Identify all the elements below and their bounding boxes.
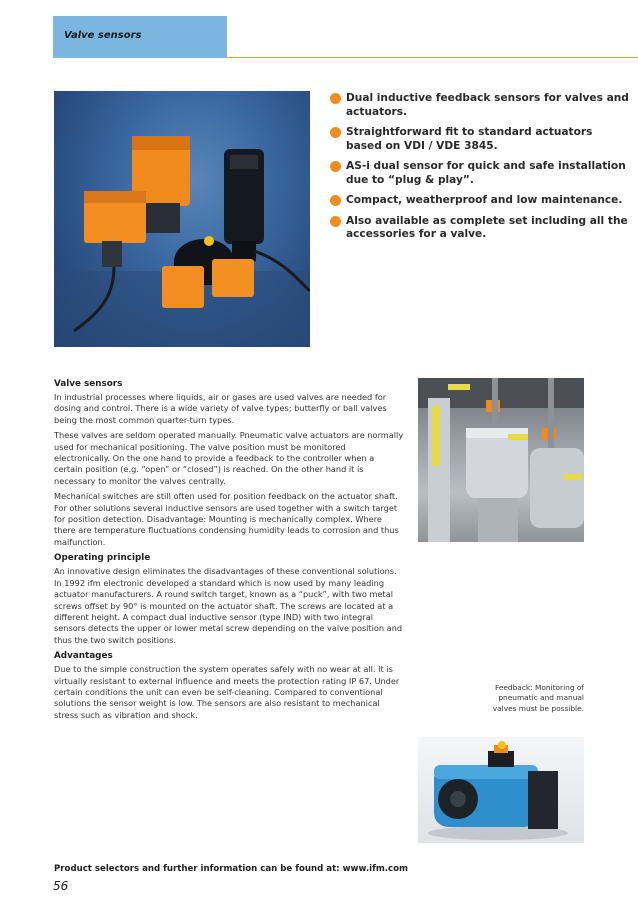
bullet-dot-icon (330, 161, 341, 172)
feature-text: Dual inductive feedback sensors for valves and actuators. (346, 92, 629, 118)
bullet-dot-icon (330, 127, 341, 138)
bullet-dot-icon (330, 195, 341, 206)
heading-operating-principle: Operating principle (54, 553, 151, 564)
heading-advantages: Advantages (54, 651, 113, 662)
page-number: 56 (53, 879, 69, 893)
bullet-dot-icon (330, 93, 341, 104)
feature-text: AS-i dual sensor for quick and safe installation due to “plug & play”. (346, 160, 626, 186)
section-title: Valve sensors (64, 30, 142, 41)
heading-valve-sensors: Valve sensors (54, 379, 123, 389)
paragraph: These valves are seldom operated manually. Pneumatic valve actuators are normally used for mechanical positioning. The valve position must be monitored electronically. On the one hand to provide a feedback to the controller when a certain position (e.g. “open” or “closed”) is reached. On the other hand it is necessary to monitor the valves centrally. (54, 430, 404, 486)
section-header-tab (53, 16, 227, 58)
feature-item (330, 215, 630, 242)
photo-pneumatic-actuator (418, 737, 584, 843)
paragraph: An innovative design eliminates the disadvantages of these conventional solutions. In 1992 ifm electronic developed a standard which is now used by many leading actuator manufacturers. A round switch target, known as a “puck”, with two metal screws offset by 90° is mounted on the actuator shaft. The screws are located at a different height. A compact dual inductive sensor (type IND) with two integral sensors detects the upper or lower metal screw depending on the valve position and thus the two switch positions. (54, 566, 403, 645)
photo-industrial-valves (418, 378, 584, 542)
bullet-dot-icon (330, 216, 341, 227)
feature-item (330, 194, 630, 208)
valves-illustration (418, 378, 584, 542)
feature-text: Straightforward fit to standard actuators based on VDI / VDE 3845. (346, 126, 593, 152)
actuator-illustration (418, 737, 584, 843)
feature-item (330, 126, 630, 153)
feature-text: Compact, weatherproof and low maintenance. (346, 194, 623, 206)
sensor-group-illustration (54, 91, 310, 347)
header-divider (227, 57, 638, 58)
feature-text: Also available as complete set including all the accessories for a valve. (346, 214, 628, 240)
product-photo-sensors (54, 91, 310, 347)
body-text-column (54, 378, 404, 725)
feature-item (330, 92, 630, 119)
paragraph: Mechanical switches are still often used for position feedback on the actuator shaft. For other solutions several inductive sensors are used together with a switch target for position detection. Disadvantage: Mounting is mechanically complex. Where there are temperature fluctuations condensing humidity leads to corrosion and thus malfunction. (54, 491, 399, 547)
feature-list (330, 92, 630, 249)
feature-item (330, 160, 630, 187)
paragraph: Due to the simple construction the system operates safely with no wear at all. It is virtually resistant to external influence and meets the protection rating IP 67. Under certain conditions the unit can even be self-cleaning. Compared to conventional solutions the sensor weight is low. The sensors are also resistant to mechanical stress such as vibration and shock. (54, 664, 400, 720)
photo-caption: Feedback: Monitoring of pneumatic and manual valves must be possible. (492, 683, 584, 713)
footer-info-note: Product selectors and further information can be found at: www.ifm.com (54, 864, 409, 874)
paragraph: In industrial processes where liquids, air or gases are used valves are needed for dosing and control. There is a wide variety of valve types; butterfly or ball valves being the most common quarter-turn types. (54, 392, 387, 425)
